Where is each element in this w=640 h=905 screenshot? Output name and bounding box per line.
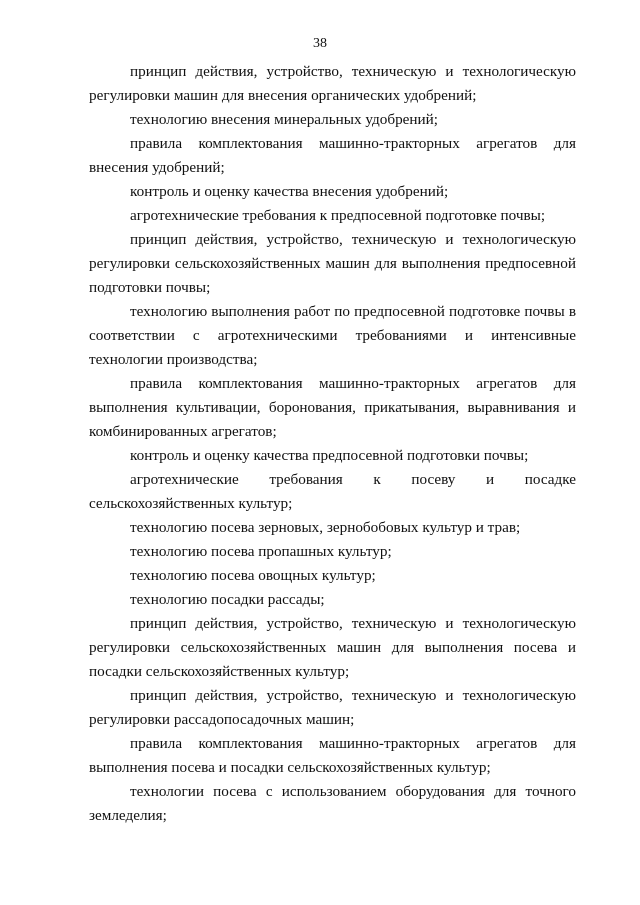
paragraph: правила комплектования машинно-тракторных агрегатов для внесения удобрений;: [89, 135, 576, 176]
paragraph: технологию посева пропашных культур;: [130, 543, 392, 560]
paragraph: технологию посева овощных культур;: [130, 567, 376, 584]
paragraph: технологию посева зерновых, зернобобовых культур и трав;: [130, 519, 521, 536]
paragraph: принцип действия, устройство, техническую и технологическую регулировки рассадопосадочных машин;: [89, 687, 576, 728]
paragraph: правила комплектования машинно-тракторных агрегатов для выполнения посева и посадки сельскохозяйственных культур;: [89, 735, 576, 776]
page-number: 38: [313, 36, 327, 51]
paragraph: контроль и оценку качества предпосевной подготовки почвы;: [130, 447, 529, 464]
paragraph: технологии посева с использованием оборудования для точного земледелия;: [89, 783, 576, 824]
paragraph: технологию посадки рассады;: [130, 591, 325, 608]
paragraph: принцип действия, устройство, техническую и технологическую регулировки сельскохозяйственных машин для выполнения посева и посадки сельскохозяйственных культур;: [89, 615, 576, 680]
paragraph: агротехнические требования к посеву и посадке сельскохозяйственных культур;: [89, 471, 576, 512]
paragraph: контроль и оценку качества внесения удобрений;: [130, 183, 449, 200]
paragraph: технологию внесения минеральных удобрений;: [130, 111, 439, 128]
paragraph: агротехнические требования к предпосевной подготовке почвы;: [130, 207, 546, 224]
document-body: [89, 60, 576, 828]
paragraph: технологию выполнения работ по предпосевной подготовке почвы в соответствии с агротехническими требованиями и интенсивные технологии производства;: [89, 303, 576, 368]
paragraph: принцип действия, устройство, техническую и технологическую регулировки сельскохозяйственных машин для выполнения предпосевной подготовки почвы;: [89, 231, 576, 296]
paragraph: принцип действия, устройство, техническую и технологическую регулировки машин для внесения органических удобрений;: [89, 63, 576, 104]
paragraph: правила комплектования машинно-тракторных агрегатов для выполнения культивации, боронования, прикатывания, выравнивания и комбинированных агрегатов;: [89, 375, 576, 440]
